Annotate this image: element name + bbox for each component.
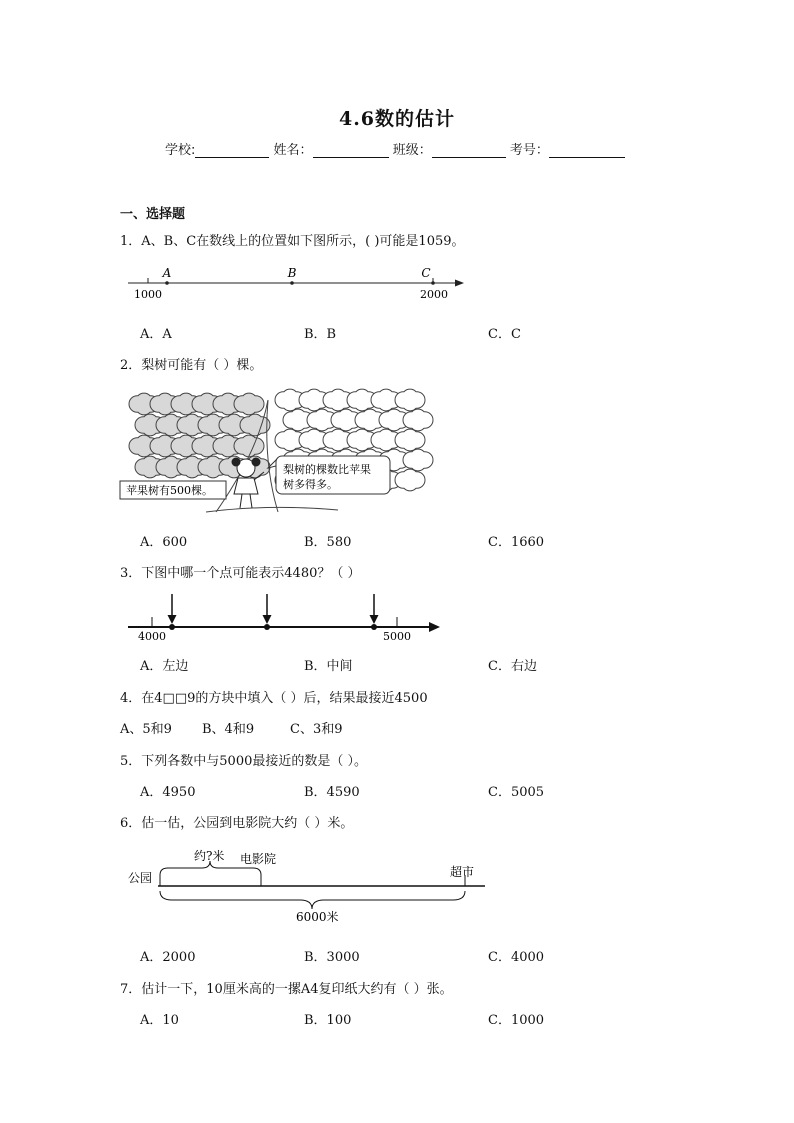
q1-option-a[interactable]: A．A <box>140 327 172 342</box>
q7-option-a[interactable]: A．10 <box>140 1013 179 1028</box>
q1-option-c[interactable]: C．C <box>488 327 521 342</box>
q3-option-a[interactable]: A．左边 <box>140 659 189 674</box>
question-1-stem: 1．A、B、C在数线上的位置如下图所示，( )可能是1059。 <box>120 234 465 249</box>
q3-option-c[interactable]: C．右边 <box>488 659 537 674</box>
arrow-down-icon <box>168 615 177 624</box>
q6-option-a[interactable]: A．2000 <box>140 950 196 965</box>
q2-option-c[interactable]: C．1660 <box>488 535 545 550</box>
q4-option-c[interactable]: C、3和9 <box>290 722 343 737</box>
question-6-stem: 6．估一估，公园到电影院大约（ ）米。 <box>120 816 354 831</box>
ground-line <box>206 507 338 512</box>
orchard-path-line <box>267 400 278 512</box>
market-label: 超市 <box>450 865 475 879</box>
arrow-head-icon <box>455 280 464 287</box>
speech-line-1: 梨树的棵数比苹果 <box>283 463 371 476</box>
point-a <box>165 281 169 285</box>
q2-orchard-illustration <box>118 382 438 517</box>
name-label: 姓名： <box>273 143 313 158</box>
label-a: A <box>162 266 172 280</box>
question-7-stem: 7．估计一下，10厘米高的一摞A4复印纸大约有（ ）张。 <box>120 982 453 997</box>
apple-tree <box>234 393 264 415</box>
arrow-head-icon <box>429 622 440 632</box>
q5-option-c[interactable]: C．5005 <box>488 785 545 800</box>
q1-option-b[interactable]: B．B <box>304 327 337 342</box>
girl-hair-bun <box>252 458 260 466</box>
girl-leg <box>240 494 242 508</box>
speech-line-2: 树多得多。 <box>283 478 338 491</box>
q6-distance-figure <box>120 843 500 925</box>
school-field[interactable] <box>195 143 269 158</box>
school-label: 学校: <box>165 143 196 158</box>
student-info-row <box>165 139 625 158</box>
approx-label: 约?米 <box>194 849 225 863</box>
name-field[interactable] <box>313 143 389 158</box>
exam-no-field[interactable] <box>549 143 625 158</box>
pear-tree <box>395 469 425 491</box>
point-right <box>371 624 377 630</box>
pear-tree <box>395 429 425 451</box>
exam-no-label: 考号： <box>509 143 549 158</box>
arrow-down-icon <box>370 615 379 624</box>
q1-number-line-figure <box>120 262 480 304</box>
q2-option-b[interactable]: B．580 <box>304 535 352 550</box>
label-1000: 1000 <box>134 288 162 301</box>
pear-tree <box>395 389 425 411</box>
point-middle <box>264 624 270 630</box>
class-label: 班级： <box>392 143 432 158</box>
q6-option-c[interactable]: C．4000 <box>488 950 545 965</box>
pear-tree <box>403 449 433 471</box>
total-brace <box>160 891 465 909</box>
q5-option-a[interactable]: A．4950 <box>140 785 196 800</box>
label-5000: 5000 <box>383 630 411 643</box>
point-b <box>290 281 294 285</box>
q3-number-line-figure <box>120 590 450 646</box>
cinema-label: 电影院 <box>240 852 277 866</box>
q7-option-c[interactable]: C．1000 <box>488 1013 545 1028</box>
question-2-stem: 2．梨树可能有（ ）棵。 <box>120 358 263 373</box>
q5-option-b[interactable]: B．4590 <box>304 785 360 800</box>
point-left <box>169 624 175 630</box>
girl-hair-bun <box>232 458 240 466</box>
pear-tree <box>403 409 433 431</box>
question-4-stem: 4．在4□□9的方块中填入（ ）后，结果最接近4500 <box>120 691 428 706</box>
apple-note-text: 苹果树有500棵。 <box>126 484 213 497</box>
girl-leg <box>250 494 252 508</box>
q7-option-b[interactable]: B．100 <box>304 1013 352 1028</box>
q4-option-a[interactable]: A、5和9 <box>120 722 172 737</box>
q3-option-b[interactable]: B．中间 <box>304 659 353 674</box>
apple-tree <box>234 435 264 457</box>
class-field[interactable] <box>432 143 506 158</box>
label-4000: 4000 <box>138 630 166 643</box>
question-3-stem: 3．下图中哪一个点可能表示4480？（ ） <box>120 566 361 581</box>
label-2000: 2000 <box>420 288 448 301</box>
label-b: B <box>287 266 297 280</box>
apple-tree <box>240 414 270 436</box>
q2-option-a[interactable]: A．600 <box>140 535 188 550</box>
label-c: C <box>421 266 431 280</box>
girl-dress <box>234 478 258 494</box>
park-label: 公园 <box>128 871 153 885</box>
page-title: 4.6数的估计 <box>338 108 456 130</box>
section-title: 一、选择题 <box>120 207 186 222</box>
question-5-stem: 5．下列各数中与5000最接近的数是（ ）。 <box>120 754 367 769</box>
q4-option-b[interactable]: B、4和9 <box>202 722 255 737</box>
total-label: 6000米 <box>296 910 339 924</box>
q6-option-b[interactable]: B．3000 <box>304 950 360 965</box>
point-c <box>431 281 435 285</box>
arrow-down-icon <box>263 615 272 624</box>
